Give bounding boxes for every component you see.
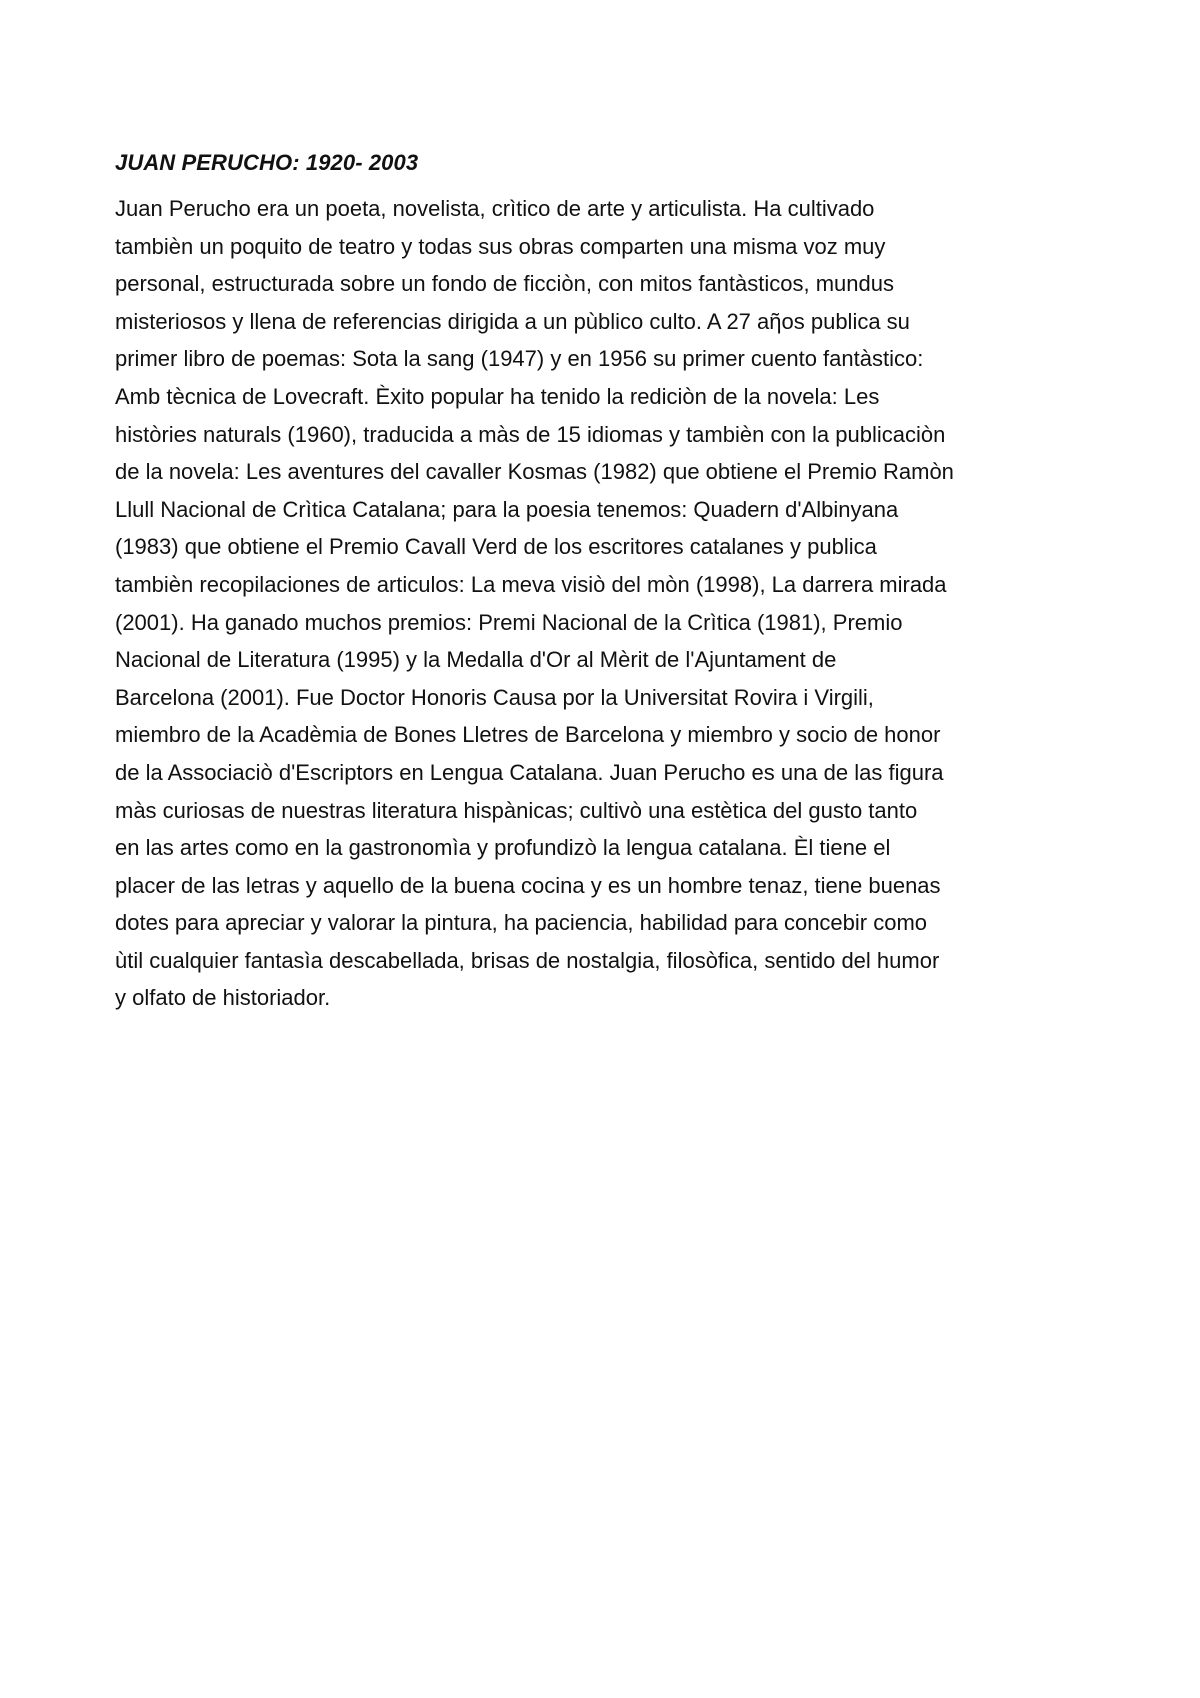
paragraph-line: placer de las letras y aquello de la buena cocina y es un hombre tenaz, tiene buenas (115, 872, 941, 898)
paragraph-line: en las artes como en la gastronomìa y profundizò la lengua catalana. Èl tiene el (115, 835, 891, 861)
paragraph-line: ùtil cualquier fantasìa descabellada, brisas de nostalgia, filosòfica, sentido del humor (115, 947, 940, 973)
paragraph-line: misteriosos y llena de referencias dirigida a un pùblico culto. A 27 aῆos publica su (115, 308, 910, 334)
paragraph-line: de la Associaciò d'Escriptors en Lengua Catalana. Juan Perucho es una de las figura (115, 759, 944, 785)
paragraph-line: (1983) que obtiene el Premio Cavall Verd de los escritores catalanes y publica (115, 534, 877, 560)
paragraph-line: tambièn recopilaciones de articulos: La meva visiò del mòn (1998), La darrera mirada (115, 571, 947, 597)
paragraph-line: Llull Nacional de Crìtica Catalana; para la poesia tenemos: Quadern d'Albinyana (115, 496, 899, 522)
paragraph-line: primer libro de poemas: Sota la sang (1947) y en 1956 su primer cuento fantàstico: (115, 346, 924, 372)
paragraph-line: miembro de la Acadèmia de Bones Lletres de Barcelona y miembro y socio de honor (115, 722, 941, 748)
paragraph-line: Juan Perucho era un poeta, novelista, crìtico de arte y articulista. Ha cultivado (115, 196, 875, 221)
paragraph-line: (2001). Ha ganado muchos premios: Premi Nacional de la Crìtica (1981), Premio (115, 609, 903, 635)
document-content (115, 148, 1105, 1017)
paragraph-line: Amb tècnica de Lovecraft. Èxito popular ha tenido la rediciòn de la novela: Les (115, 383, 880, 409)
body-paragraph (115, 190, 1105, 1017)
paragraph-line: Nacional de Literatura (1995) y la Medalla d'Or al Mèrit de l'Ajuntament de (115, 647, 837, 673)
paragraph-line: de la novela: Les aventures del cavaller Kosmas (1982) que obtiene el Premio Ramòn (115, 459, 954, 485)
paragraph-line: tambièn un poquito de teatro y todas sus obras comparten una misma voz muy (115, 233, 886, 259)
paragraph-line: històries naturals (1960), traducida a màs de 15 idiomas y tambièn con la publicaciòn (115, 421, 946, 447)
paragraph-line: Barcelona (2001). Fue Doctor Honoris Causa por la Universitat Rovira i Virgili, (115, 684, 874, 710)
paragraph-line: y olfato de historiador. (115, 985, 331, 1011)
paragraph-line: personal, estructurada sobre un fondo de ficciòn, con mitos fantàsticos, mundus (115, 271, 894, 297)
document-title: JUAN PERUCHO: 1920- 2003 (115, 150, 419, 175)
paragraph-line: dotes para apreciar y valorar la pintura, ha paciencia, habilidad para concebir como (115, 910, 928, 936)
paragraph-line: màs curiosas de nuestras literatura hispànicas; cultivò una estètica del gusto tanto (115, 797, 918, 823)
